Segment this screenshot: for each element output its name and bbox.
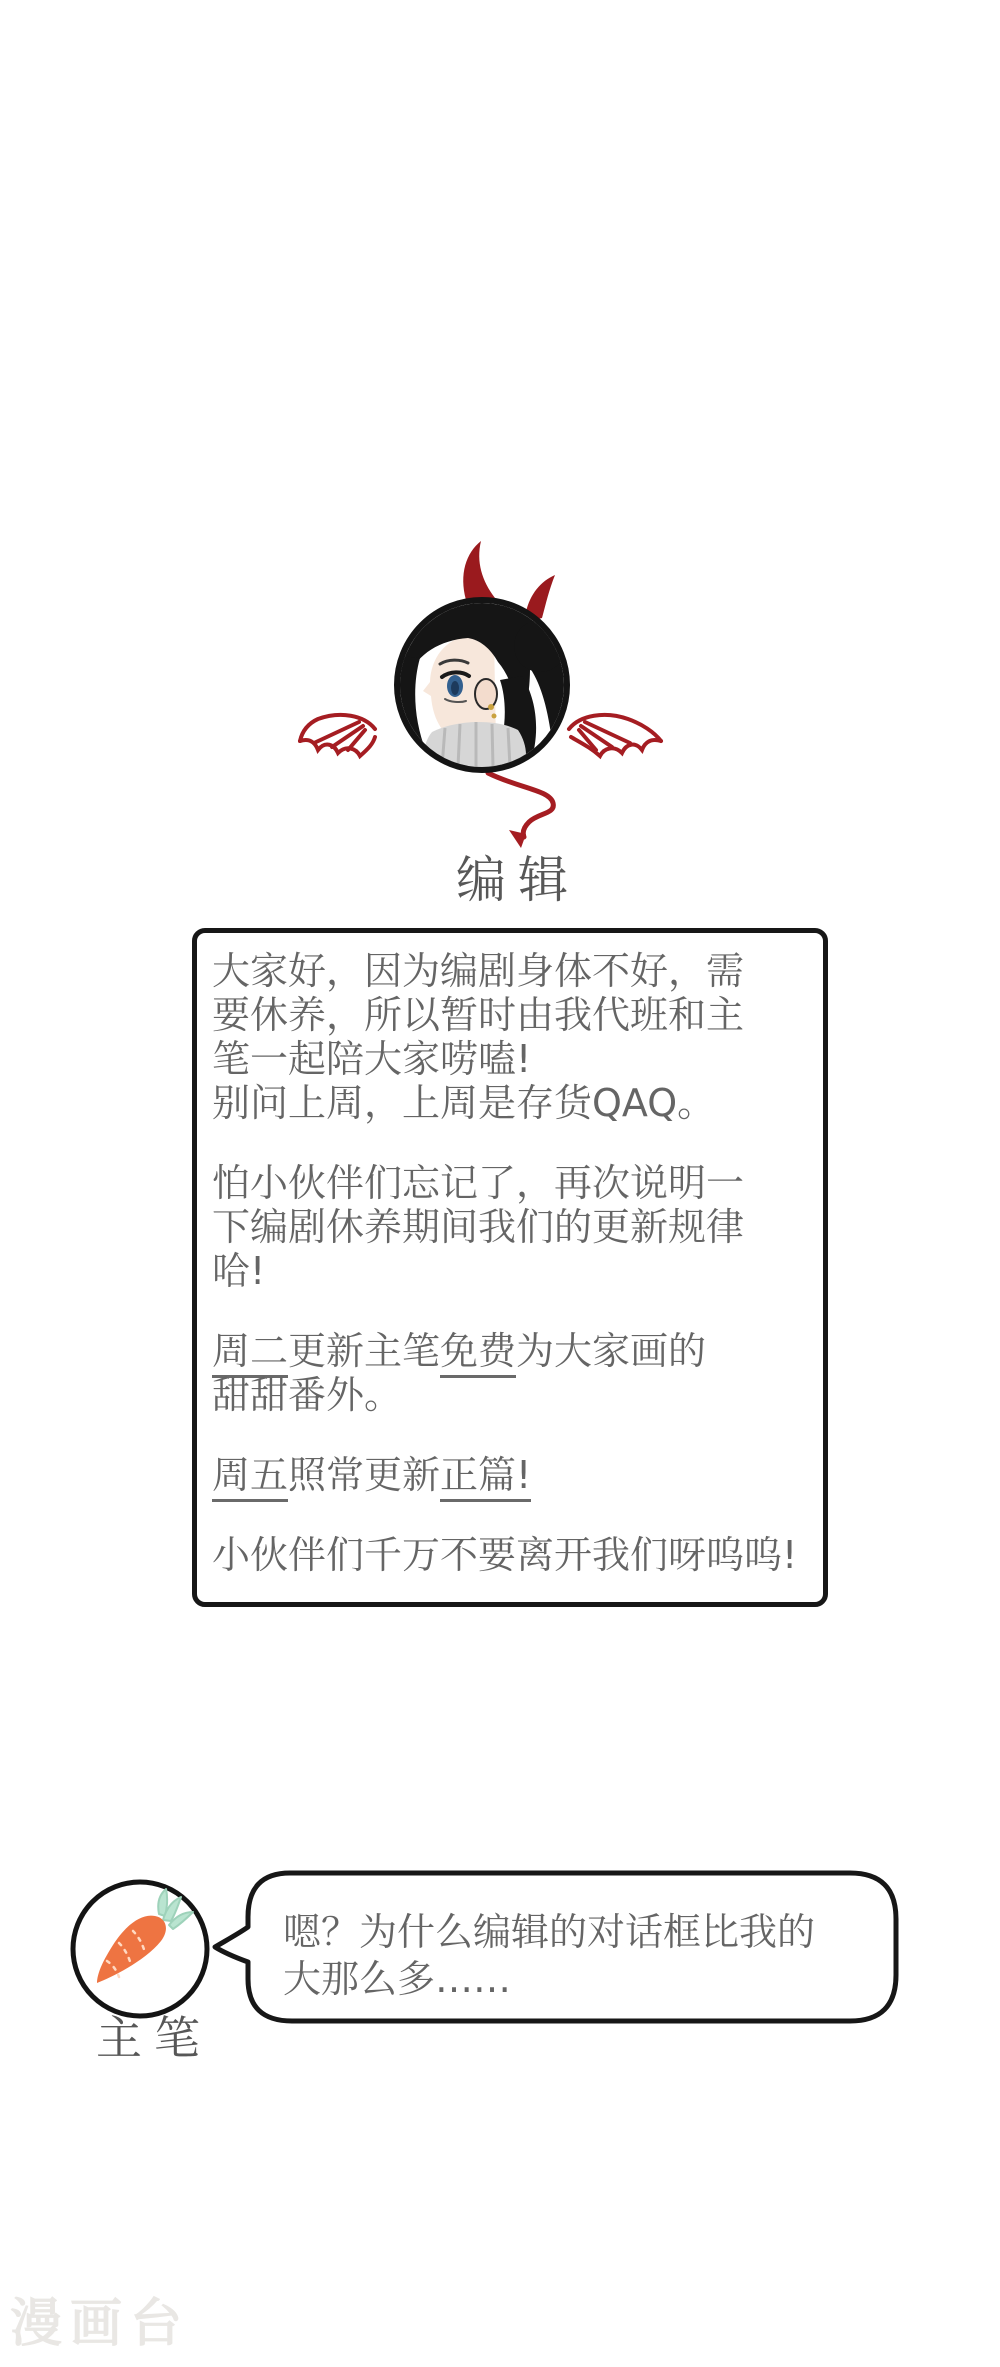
bat-wing-left-icon xyxy=(300,715,375,756)
artist-speech-text: 嗯？为什么编辑的对话框比我的 大那么多…… xyxy=(283,1910,816,2001)
editor-speech-text: 大家好，因为编剧身体不好，需 要休养，所以暂时由我代班和主 笔一起陪大家唠嗑! 别问上周，上周是存货QAQ。 怕小伙伴们忘记了，再次说明一 下编剧休养期间我们的更新规律 哈! 周二更新主笔免费为大家画的 甜甜番外。 周五照常更新正篇! 小伙伴们千万不要离开我们呀呜呜! xyxy=(212,949,798,1577)
artist-speech-bubble xyxy=(210,1869,902,2027)
platform-watermark: 漫画台 xyxy=(10,2294,191,2354)
editor-speech-box xyxy=(192,928,828,1607)
devil-tail-icon xyxy=(488,773,553,848)
editor-label: 编辑 xyxy=(456,851,580,909)
bat-wing-right-icon xyxy=(569,715,661,756)
artist-carrot-avatar xyxy=(67,1876,213,2022)
artist-label: 主笔 xyxy=(96,2011,212,2065)
editor-devil-avatar xyxy=(290,536,682,868)
